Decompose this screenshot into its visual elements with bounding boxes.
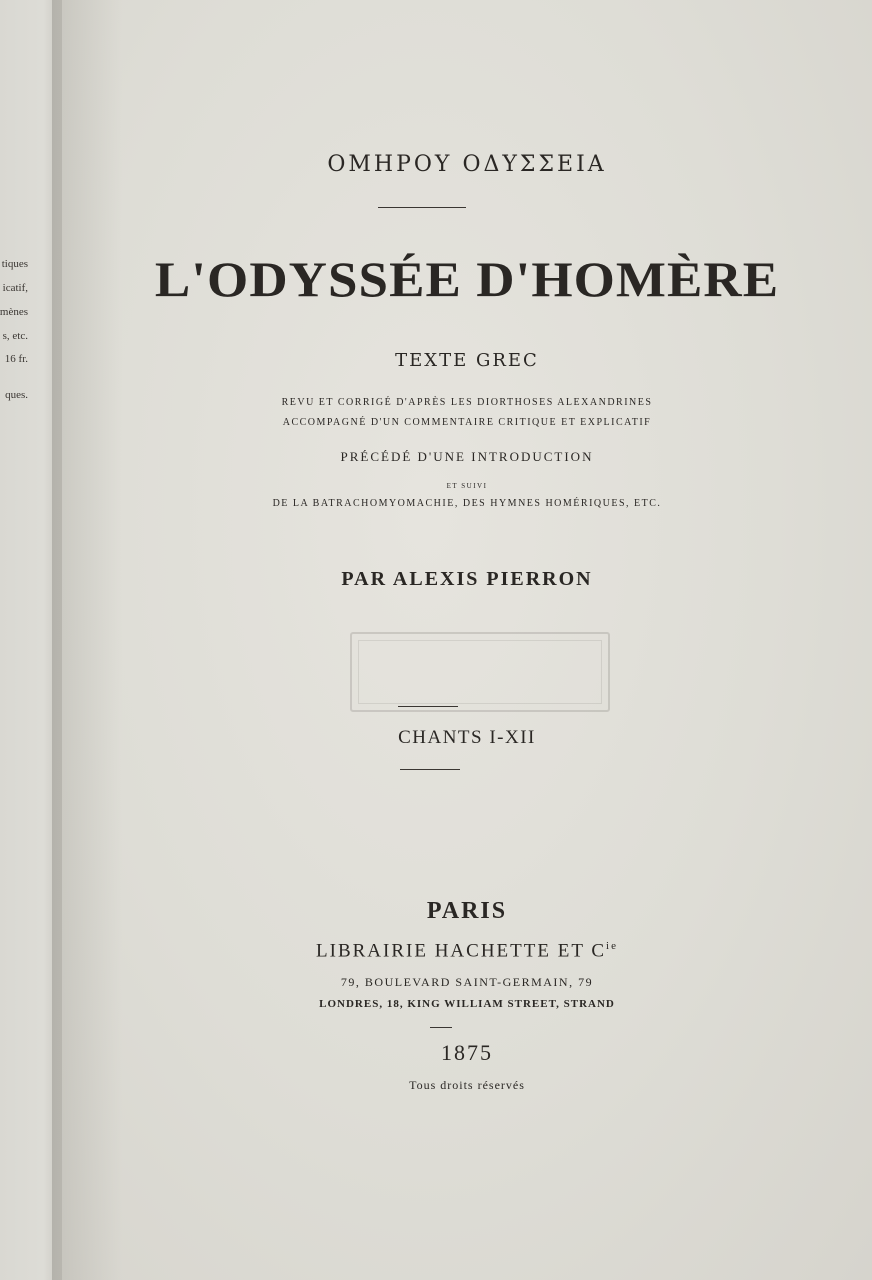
city-line: PARIS <box>426 898 508 924</box>
library-stamp <box>350 632 610 712</box>
et-suivi-line: ET SUIVI <box>446 482 488 490</box>
author-line: PAR ALEXIS PIERRON <box>341 568 593 590</box>
divider-rule <box>398 706 458 707</box>
london-address: LONDRES, 18, KING WILLIAM STREET, STRAND <box>319 998 615 1010</box>
publisher-line <box>62 940 872 962</box>
year-line: 1875 <box>441 1040 493 1065</box>
paris-address: 79, BOULEVARD SAINT-GERMAIN, 79 <box>340 975 594 989</box>
greek-title: ΟΜΗΡΟΥ ΟΔΥΣΣΕΙΑ <box>327 152 607 177</box>
publisher-name: LIBRAIRIE HACHETTE ET C <box>316 940 607 962</box>
facing-page-fragment: tiques <box>1 258 28 270</box>
title-page <box>62 0 872 1280</box>
facing-page-fragment: mènes <box>0 306 28 318</box>
divider-rule <box>378 207 466 208</box>
divider-rule <box>400 769 460 770</box>
appendix-line: DE LA BATRACHOMYOMACHIE, DES HYMNES HOMÉRIQUES, ETC. <box>272 498 662 509</box>
description-line: ACCOMPAGNÉ D'UN COMMENTAIRE CRITIQUE ET EXPLICATIF <box>282 417 652 428</box>
preceded-line: PRÉCÉDÉ D'UNE INTRODUCTION <box>340 449 594 464</box>
publisher-superscript: ie <box>606 940 618 952</box>
facing-page-fragment: ques. <box>5 389 28 401</box>
divider-rule <box>430 1027 452 1028</box>
facing-page-fragment: 16 fr. <box>4 353 28 365</box>
facing-page-fragment: icatif, <box>2 282 28 294</box>
facing-page-fragment: s, etc. <box>2 330 28 342</box>
rights-line: Tous droits réservés <box>409 1078 525 1092</box>
subtitle: TEXTE GREC <box>395 350 539 371</box>
volume-line: CHANTS I-XII <box>398 727 536 748</box>
main-title: L'ODYSSÉE D'HOMÈRE <box>154 251 780 307</box>
description-line: REVU ET CORRIGÉ D'APRÈS LES DIORTHOSES ALEXANDRINES <box>281 397 653 408</box>
